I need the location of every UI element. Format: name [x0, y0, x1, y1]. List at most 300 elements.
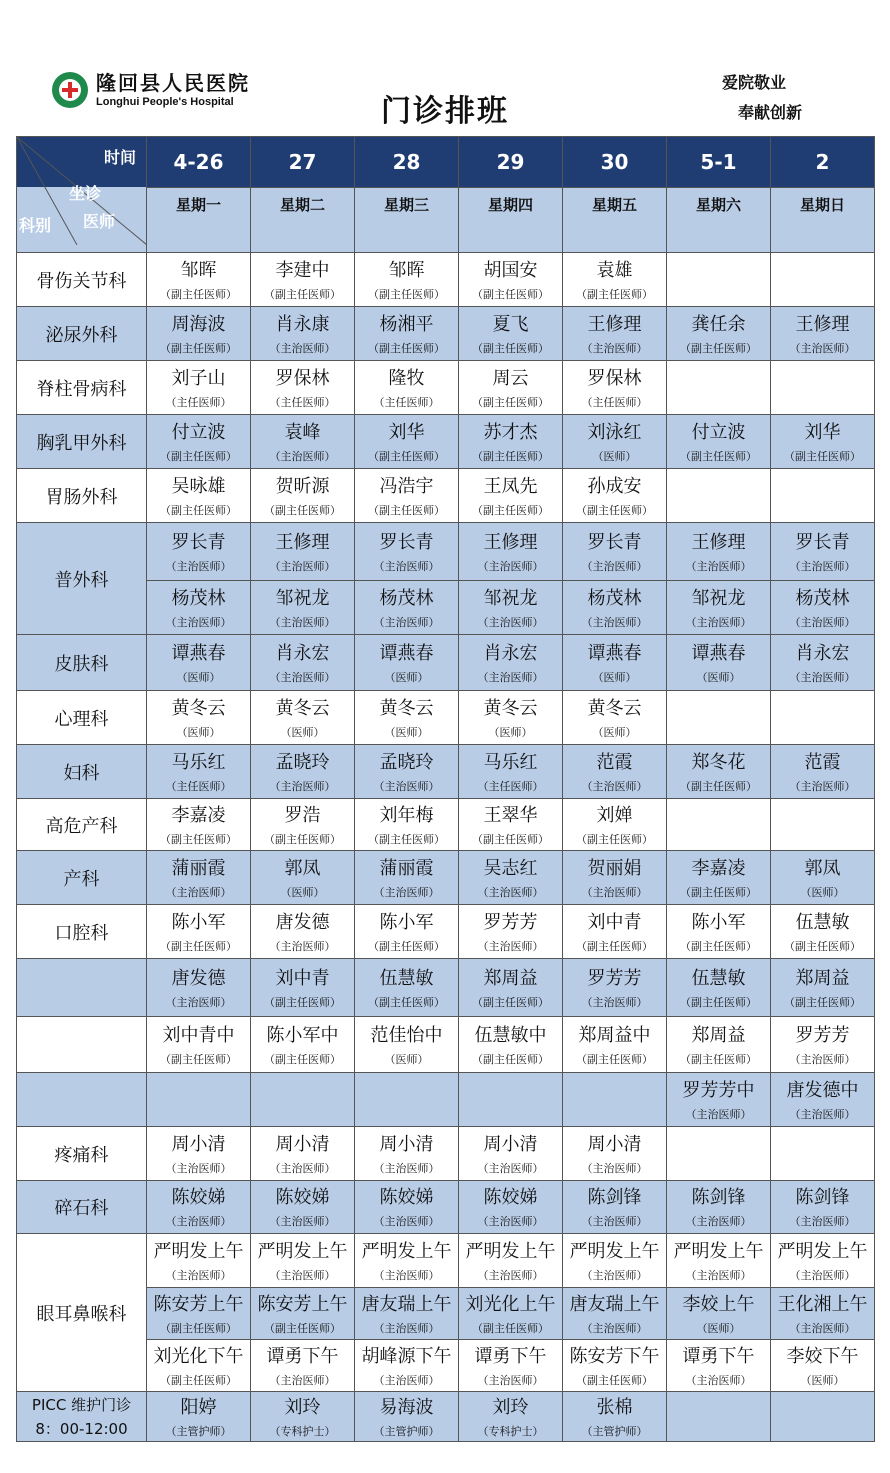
- schedule-cell: [355, 1127, 459, 1181]
- doctor-name: 蒲丽霞: [171, 857, 226, 879]
- doctor-title: （主治医师）: [269, 779, 336, 793]
- schedule-cell: [771, 1017, 875, 1073]
- doctor-name: 刘华: [804, 421, 841, 443]
- doctor-title: （副主任医师）: [160, 287, 237, 301]
- doctor-name: 刘光化下午: [153, 1345, 244, 1367]
- doctor-name: 周小清: [379, 1133, 434, 1155]
- department-cell: 高危产科: [17, 799, 147, 851]
- schedule-cell: [251, 253, 355, 307]
- schedule-cell: [563, 307, 667, 361]
- schedule-cell: [251, 1127, 355, 1181]
- corner-doctor-label: 医师: [83, 212, 116, 231]
- doctor-name: 李姣下午: [786, 1345, 859, 1367]
- schedule-cell: [251, 1234, 355, 1288]
- doctor-name: 胡峰源下午: [361, 1345, 452, 1367]
- doctor-title: （主治医师）: [373, 615, 440, 629]
- schedule-cell: [459, 1017, 563, 1073]
- doctor-title: （副主任医师）: [472, 395, 549, 409]
- schedule-cell: [563, 1234, 667, 1288]
- schedule-cell: [667, 581, 771, 635]
- doctor-name: 唐友瑞上午: [361, 1293, 452, 1315]
- doctor-name: 陈小军: [691, 911, 746, 933]
- schedule-cell: [147, 1234, 251, 1288]
- doctor-title: （副主任医师）: [160, 939, 237, 953]
- doctor-name: 付立波: [691, 421, 746, 443]
- doctor-title: （主治医师）: [789, 341, 856, 355]
- doctor-title: （主治医师）: [685, 1215, 752, 1228]
- department-cell: 脊柱骨病科: [17, 361, 147, 415]
- doctor-title: （主治医师）: [581, 341, 648, 355]
- doctor-title: （副主任医师）: [160, 341, 237, 355]
- doctor-name: 李建中: [275, 259, 330, 281]
- doctor-title: （主任医师）: [581, 395, 648, 409]
- schedule-cell: [563, 1340, 667, 1392]
- doctor-title: （副主任医师）: [680, 341, 757, 355]
- doctor-title: （主治医师）: [685, 1268, 752, 1282]
- doctor-name: 龚任余: [691, 313, 746, 335]
- doctor-name: 王修理: [275, 531, 330, 553]
- schedule-body: [17, 137, 875, 1442]
- doctor-name: 周海波: [171, 313, 226, 335]
- schedule-cell: [355, 307, 459, 361]
- schedule-cell: [251, 523, 355, 581]
- doctor-title: （副主任医师）: [576, 1052, 653, 1066]
- doctor-title: （副主任医师）: [160, 1373, 237, 1387]
- schedule-cell: [355, 253, 459, 307]
- schedule-row: [17, 1127, 875, 1181]
- doctor-title: （副主任医师）: [264, 995, 341, 1009]
- doctor-name: 郑冬花: [691, 751, 746, 773]
- schedule-cell: [771, 1181, 875, 1234]
- schedule-cell: [251, 959, 355, 1017]
- date-header: 30: [563, 137, 667, 188]
- schedule-cell: [355, 1340, 459, 1392]
- schedule-cell: [251, 307, 355, 361]
- schedule-cell: [147, 799, 251, 851]
- schedule-cell: [667, 1073, 771, 1127]
- schedule-cell: [355, 745, 459, 799]
- doctor-name: 李嘉凌: [171, 804, 226, 826]
- doctor-name: 蒲丽霞: [379, 857, 434, 879]
- schedule-cell: [771, 745, 875, 799]
- doctor-title: （副主任医师）: [680, 449, 757, 463]
- doctor-title: （副主任医师）: [472, 449, 549, 463]
- doctor-name: 陈小军: [171, 911, 226, 933]
- doctor-title: （副主任医师）: [160, 503, 237, 517]
- schedule-cell: [563, 799, 667, 851]
- doctor-title: （主治医师）: [789, 615, 856, 629]
- schedule-cell: [667, 635, 771, 691]
- doctor-name: 陈剑锋: [691, 1187, 746, 1208]
- doctor-name: 杨茂林: [587, 587, 642, 609]
- department-cell: 泌尿外科: [17, 307, 147, 361]
- doctor-title: （主治医师）: [581, 1215, 648, 1228]
- weekday-header: 星期五: [563, 188, 667, 253]
- schedule-cell: [251, 1017, 355, 1073]
- doctor-title: （副主任医师）: [160, 449, 237, 463]
- schedule-cell: [147, 523, 251, 581]
- doctor-title: （主治医师）: [373, 1268, 440, 1282]
- doctor-title: （副主任医师）: [784, 449, 861, 463]
- doctor-title: （副主任医师）: [368, 939, 445, 953]
- slogan-line-2: 奉献创新: [738, 103, 803, 122]
- schedule-row: [17, 1073, 875, 1127]
- department-cell: [17, 1017, 147, 1073]
- doctor-name: 王修理: [483, 531, 538, 553]
- schedule-row: [17, 1181, 875, 1234]
- schedule-cell: [251, 799, 355, 851]
- doctor-title: （主治医师）: [165, 1161, 232, 1175]
- schedule-cell: [459, 523, 563, 581]
- schedule-cell: [667, 1392, 771, 1442]
- schedule-row: [17, 745, 875, 799]
- doctor-name: 唐发德: [275, 911, 330, 933]
- doctor-name: 杨茂林: [379, 587, 434, 609]
- doctor-name: 严明发上午: [673, 1240, 764, 1262]
- schedule-cell: [147, 469, 251, 523]
- schedule-row: [17, 1392, 875, 1442]
- schedule-cell: [459, 307, 563, 361]
- schedule-cell: [667, 307, 771, 361]
- doctor-name: 陈姣娣: [171, 1187, 226, 1208]
- schedule-cell: [771, 469, 875, 523]
- doctor-title: （主治医师）: [789, 1107, 856, 1121]
- doctor-title: （副主任医师）: [368, 995, 445, 1009]
- schedule-cell: [355, 361, 459, 415]
- schedule-cell: [771, 1234, 875, 1288]
- doctor-title: （主治医师）: [581, 995, 648, 1009]
- schedule-cell: [355, 799, 459, 851]
- doctor-name: 严明发上午: [153, 1240, 244, 1262]
- schedule-cell: [147, 253, 251, 307]
- doctor-name: 周云: [492, 367, 529, 389]
- doctor-title: （主治医师）: [373, 1215, 440, 1228]
- doctor-title: （副主任医师）: [160, 1321, 237, 1335]
- schedule-cell: [355, 415, 459, 469]
- doctor-name: 谭勇下午: [266, 1345, 339, 1367]
- doctor-title: （医师）: [176, 670, 221, 684]
- schedule-row: [17, 523, 875, 581]
- schedule-cell: [355, 1392, 459, 1442]
- doctor-title: （主治医师）: [477, 885, 544, 899]
- doctor-name: 谭勇下午: [474, 1345, 547, 1367]
- doctor-name: 罗保林: [275, 367, 330, 389]
- doctor-title: （副主任医师）: [264, 1052, 341, 1066]
- doctor-title: （医师）: [800, 1373, 845, 1387]
- doctor-name: 刘年梅: [379, 804, 434, 826]
- doctor-name: 阳婷: [180, 1396, 217, 1418]
- doctor-name: 冯浩宇: [379, 475, 434, 497]
- doctor-title: （主任医师）: [477, 779, 544, 793]
- schedule-cell: [771, 415, 875, 469]
- schedule-cell: [251, 1288, 355, 1340]
- date-header: 29: [459, 137, 563, 188]
- doctor-name: 贺昕源: [275, 475, 330, 497]
- schedule-cell: [147, 1073, 251, 1127]
- department-cell: 疼痛科: [17, 1127, 147, 1181]
- schedule-cell: [563, 851, 667, 905]
- doctor-title: （副主任医师）: [472, 1321, 549, 1335]
- doctor-title: （医师）: [592, 449, 637, 463]
- doctor-name: 严明发上午: [569, 1240, 660, 1262]
- department-cell: 口腔科: [17, 905, 147, 959]
- schedule-cell: [667, 361, 771, 415]
- doctor-name: 王化湘上午: [777, 1293, 868, 1315]
- schedule-cell: [667, 745, 771, 799]
- doctor-title: （副主任医师）: [472, 1052, 549, 1066]
- schedule-cell: [459, 1073, 563, 1127]
- schedule-cell: [355, 1288, 459, 1340]
- doctor-title: （主治医师）: [165, 559, 232, 573]
- doctor-name: 邹晖: [388, 259, 425, 281]
- schedule-cell: [251, 1392, 355, 1442]
- schedule-cell: [771, 1340, 875, 1392]
- schedule-cell: [251, 469, 355, 523]
- schedule-cell: [147, 1288, 251, 1340]
- doctor-name: 苏才杰: [483, 421, 538, 443]
- department-cell: 碎石科: [17, 1181, 147, 1234]
- schedule-cell: [563, 1017, 667, 1073]
- doctor-name: 周小清: [483, 1133, 538, 1155]
- schedule-row: [17, 905, 875, 959]
- schedule-cell: [563, 469, 667, 523]
- date-header: 5-1: [667, 137, 771, 188]
- schedule-row: [17, 851, 875, 905]
- schedule-cell: [563, 959, 667, 1017]
- schedule-cell: [563, 1073, 667, 1127]
- doctor-title: （副主任医师）: [784, 939, 861, 953]
- department-cell: [17, 1073, 147, 1127]
- corner-time-label: 时间: [103, 148, 136, 167]
- doctor-name: 谭燕春: [587, 642, 642, 664]
- corner-seat-label: 坐诊: [69, 184, 102, 203]
- doctor-name: 罗长青: [795, 531, 850, 553]
- doctor-name: 刘中青: [587, 911, 642, 933]
- corner-header: [17, 137, 147, 253]
- doctor-name: 伍慧敏: [691, 967, 746, 989]
- doctor-title: （副主任医师）: [680, 885, 757, 899]
- doctor-title: （专科护士）: [269, 1424, 336, 1438]
- schedule-cell: [459, 1127, 563, 1181]
- doctor-name: 陈安芳上午: [257, 1293, 348, 1315]
- doctor-name: 严明发上午: [361, 1240, 452, 1262]
- doctor-title: （主治医师）: [685, 1107, 752, 1121]
- schedule-cell: [771, 1392, 875, 1442]
- doctor-title: （医师）: [176, 725, 221, 739]
- doctor-title: （主治医师）: [581, 779, 648, 793]
- doctor-name: 谭燕春: [171, 642, 226, 664]
- schedule-cell: [771, 581, 875, 635]
- schedule-cell: [251, 415, 355, 469]
- schedule-cell: [771, 307, 875, 361]
- doctor-title: （主治医师）: [789, 1052, 856, 1066]
- doctor-title: （副主任医师）: [264, 503, 341, 517]
- doctor-name: 唐发德: [171, 967, 226, 989]
- doctor-name: 孟晓玲: [379, 751, 434, 773]
- schedule-cell: [459, 581, 563, 635]
- doctor-name: 刘玲: [284, 1396, 321, 1418]
- schedule-cell: [355, 469, 459, 523]
- doctor-title: （主治医师）: [477, 615, 544, 629]
- schedule-row: [17, 799, 875, 851]
- schedule-cell: [667, 1127, 771, 1181]
- doctor-name: 周小清: [275, 1133, 330, 1155]
- schedule-cell: [563, 691, 667, 745]
- schedule-cell: [563, 361, 667, 415]
- doctor-name: 陈剑锋: [587, 1187, 642, 1208]
- doctor-name: 贺丽娟: [587, 857, 642, 879]
- doctor-title: （副主任医师）: [368, 287, 445, 301]
- schedule-cell: [355, 959, 459, 1017]
- doctor-name: 周小清: [587, 1133, 642, 1155]
- doctor-title: （主治医师）: [373, 559, 440, 573]
- doctor-title: （副主任医师）: [368, 503, 445, 517]
- doctor-title: （副主任医师）: [472, 287, 549, 301]
- doctor-title: （主治医师）: [477, 1161, 544, 1175]
- schedule-row: [17, 307, 875, 361]
- schedule-cell: [771, 1127, 875, 1181]
- doctor-title: （主管护师）: [165, 1424, 232, 1438]
- doctor-title: （医师）: [696, 670, 741, 684]
- doctor-title: （主治医师）: [269, 449, 336, 463]
- doctor-name: 范霞: [596, 751, 633, 773]
- schedule-cell: [563, 905, 667, 959]
- doctor-name: 唐发德中: [786, 1079, 859, 1101]
- doctor-title: （主治医师）: [269, 1268, 336, 1282]
- weekday-header: 星期一: [147, 188, 251, 253]
- date-header: 27: [251, 137, 355, 188]
- schedule-cell: [355, 1017, 459, 1073]
- doctor-title: （主治医师）: [581, 1321, 648, 1335]
- department-cell: 普外科: [17, 523, 147, 635]
- schedule-cell: [355, 635, 459, 691]
- department-cell: 皮肤科: [17, 635, 147, 691]
- schedule-cell: [667, 799, 771, 851]
- schedule-cell: [771, 799, 875, 851]
- schedule-cell: [563, 523, 667, 581]
- schedule-cell: [251, 1181, 355, 1234]
- doctor-title: （医师）: [384, 670, 429, 684]
- doctor-name: 吴志红: [483, 857, 538, 879]
- doctor-title: （副主任医师）: [784, 995, 861, 1009]
- doctor-name: 黄冬云: [587, 697, 642, 719]
- slogan: [722, 68, 802, 128]
- doctor-title: （主治医师）: [789, 1268, 856, 1282]
- schedule-cell: [251, 361, 355, 415]
- doctor-title: （副主任医师）: [576, 832, 653, 846]
- corner-dept-label: 科别: [19, 216, 52, 235]
- doctor-name: 吴咏雄: [171, 475, 226, 497]
- doctor-title: （副主任医师）: [576, 287, 653, 301]
- department-cell: 妇科: [17, 745, 147, 799]
- doctor-name: 黄冬云: [171, 697, 226, 719]
- doctor-name: 王凤先: [483, 475, 538, 497]
- doctor-name: 罗长青: [587, 531, 642, 553]
- doctor-name: 严明发上午: [257, 1240, 348, 1262]
- hospital-name-en: Longhui People's Hospital: [96, 96, 234, 108]
- schedule-cell: [563, 1127, 667, 1181]
- doctor-title: （医师）: [696, 1321, 741, 1335]
- schedule-cell: [459, 691, 563, 745]
- schedule-row: [17, 1017, 875, 1073]
- doctor-title: （主治医师）: [373, 779, 440, 793]
- doctor-name: 李嘉凌: [691, 857, 746, 879]
- doctor-title: （主治医师）: [373, 885, 440, 899]
- doctor-name: 黄冬云: [483, 697, 538, 719]
- doctor-name: 邹祝龙: [275, 587, 330, 609]
- schedule-row: [17, 469, 875, 523]
- slogan-line-1: 爱院敬业: [722, 73, 787, 92]
- schedule-cell: [147, 1127, 251, 1181]
- doctor-title: （主治医师）: [165, 615, 232, 629]
- schedule-cell: [251, 851, 355, 905]
- doctor-title: （副主任医师）: [368, 832, 445, 846]
- schedule-cell: [147, 307, 251, 361]
- schedule-cell: [147, 905, 251, 959]
- doctor-title: （副主任医师）: [472, 832, 549, 846]
- schedule-cell: [147, 691, 251, 745]
- doctor-name: 陈姣娣: [275, 1187, 330, 1208]
- doctor-title: （医师）: [384, 1052, 429, 1066]
- doctor-name: 伍慧敏: [795, 911, 850, 933]
- schedule-cell: [459, 1181, 563, 1234]
- doctor-name: 伍慧敏中: [474, 1024, 547, 1046]
- schedule-cell: [667, 253, 771, 307]
- doctor-name: 黄冬云: [275, 697, 330, 719]
- doctor-title: （医师）: [384, 725, 429, 739]
- schedule-cell: [667, 959, 771, 1017]
- schedule-cell: [459, 635, 563, 691]
- schedule-cell: [355, 1073, 459, 1127]
- schedule-cell: [459, 745, 563, 799]
- doctor-name: 邹祝龙: [691, 587, 746, 609]
- doctor-title: （主治医师）: [789, 559, 856, 573]
- schedule-cell: [563, 581, 667, 635]
- doctor-title: （主治医师）: [477, 670, 544, 684]
- doctor-name: 严明发上午: [777, 1240, 868, 1262]
- doctor-title: （副主任医师）: [576, 503, 653, 517]
- schedule-cell: [147, 959, 251, 1017]
- schedule-row: [17, 1234, 875, 1288]
- weekday-header: 星期四: [459, 188, 563, 253]
- doctor-name: 罗芳芳: [483, 911, 538, 933]
- weekday-header: 星期三: [355, 188, 459, 253]
- schedule-cell: [667, 691, 771, 745]
- doctor-title: （主治医师）: [581, 559, 648, 573]
- schedule-cell: [147, 1392, 251, 1442]
- doctor-title: （主治医师）: [373, 1161, 440, 1175]
- doctor-name: 陈姣娣: [379, 1187, 434, 1208]
- schedule-cell: [459, 415, 563, 469]
- date-header: 28: [355, 137, 459, 188]
- schedule-cell: [771, 851, 875, 905]
- schedule-cell: [667, 905, 771, 959]
- doctor-name: 王修理: [587, 313, 642, 335]
- doctor-name: 王修理: [691, 531, 746, 553]
- doctor-title: （主治医师）: [269, 1161, 336, 1175]
- schedule-table: [16, 136, 875, 1442]
- schedule-cell: [563, 1288, 667, 1340]
- doctor-name: 肖永宏: [483, 642, 538, 664]
- schedule-cell: [147, 851, 251, 905]
- schedule-cell: [251, 1340, 355, 1392]
- doctor-name: 李姣上午: [682, 1293, 755, 1315]
- doctor-title: （主治医师）: [165, 995, 232, 1009]
- schedule-cell: [147, 581, 251, 635]
- doctor-name: 胡国安: [483, 259, 538, 281]
- doctor-title: （副主任医师）: [472, 503, 549, 517]
- schedule-row: [17, 253, 875, 307]
